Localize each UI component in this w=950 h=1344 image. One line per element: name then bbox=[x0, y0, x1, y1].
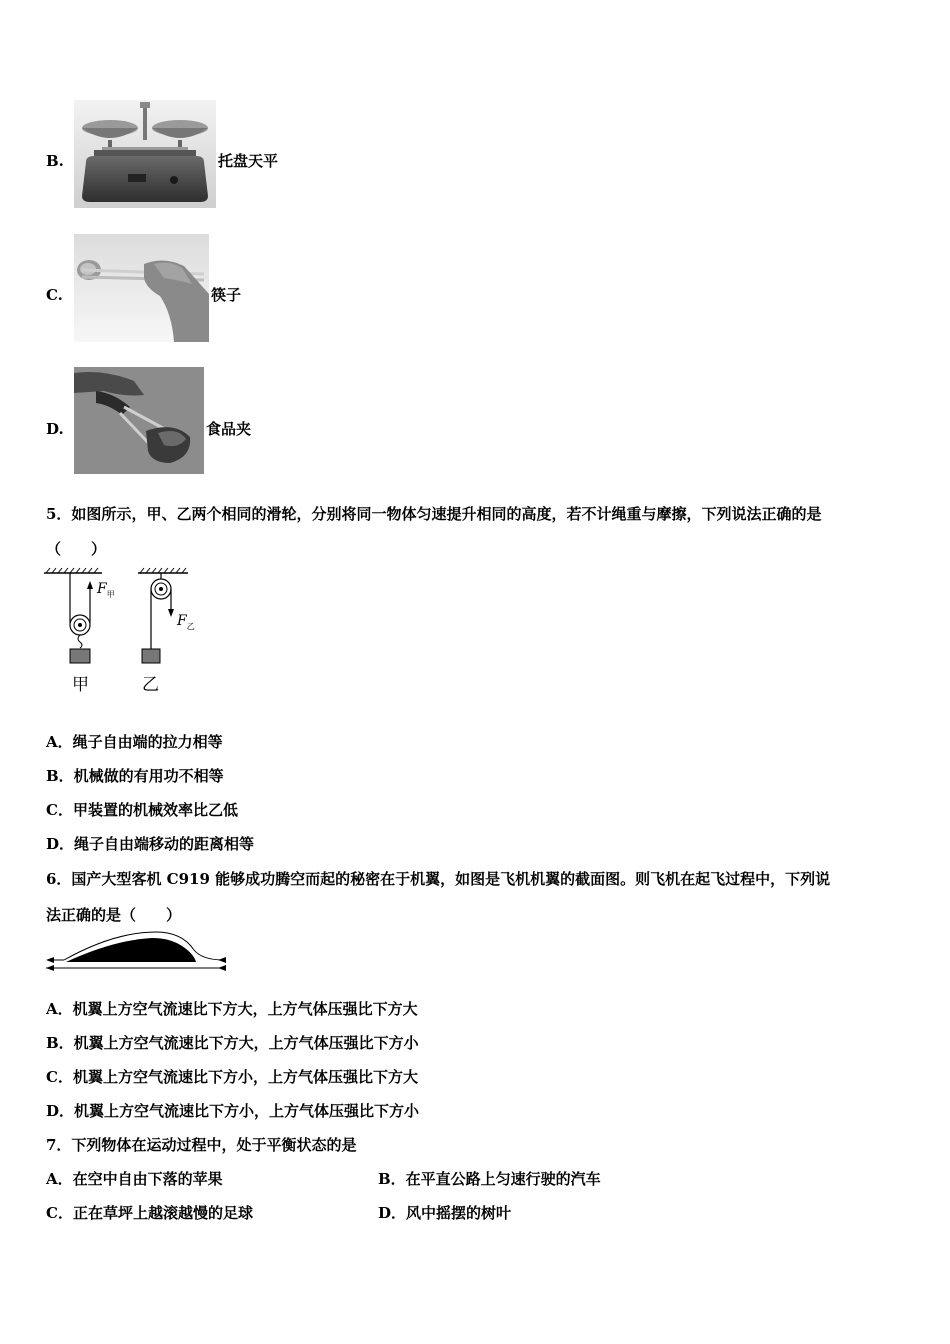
chopsticks-photo bbox=[74, 234, 209, 342]
wing-section-figure bbox=[44, 930, 228, 978]
option-d-label: 食品夹 bbox=[206, 420, 252, 438]
q5-option-a: A．绳子自由端的拉力相等 bbox=[46, 733, 223, 751]
q6-option-b: B．机翼上方空气流速比下方大，上方气体压强比下方小 bbox=[46, 1034, 419, 1052]
q6-option-c: C．机翼上方空气流速比下方小，上方气体压强比下方大 bbox=[46, 1068, 418, 1086]
option-b-label: 托盘天平 bbox=[218, 152, 279, 170]
force-yi-label: $F_乙$ bbox=[177, 613, 195, 631]
pulley-yi-caption: 乙 bbox=[142, 675, 159, 695]
food-tongs-photo bbox=[74, 367, 204, 474]
q6-option-d: D．机翼上方空气流速比下方小，上方气体压强比下方小 bbox=[46, 1102, 420, 1120]
balance-scale-photo bbox=[74, 100, 216, 208]
q7-option-d: D．风中摇摆的树叶 bbox=[378, 1204, 512, 1222]
q7-option-b: B．在平直公路上匀速行驶的汽车 bbox=[378, 1170, 601, 1188]
option-b-letter: B. bbox=[46, 152, 64, 170]
q6-stem-line2: 法正确的是（ ） bbox=[46, 906, 182, 924]
q6-stem-line1: 6．国产大型客机 C919 能够成功腾空而起的秘密在于机翼，如图是飞机机翼的截面图。则飞机在起飞过程中，下列说 bbox=[46, 870, 831, 888]
q5-stem-line1: 5．如图所示，甲、乙两个相同的滑轮，分别将同一物体匀速提升相同的高度，若不计绳重与摩擦，下列说法正确的是 bbox=[46, 505, 822, 523]
pulley-jia-caption: 甲 bbox=[72, 675, 89, 695]
q5-stem-line2: （ ） bbox=[46, 540, 107, 558]
q7-stem: 7．下列物体在运动过程中，处于平衡状态的是 bbox=[46, 1136, 357, 1154]
option-d-letter: D. bbox=[46, 420, 64, 438]
q5-option-c: C．甲装置的机械效率比乙低 bbox=[46, 801, 238, 819]
option-c-label: 筷子 bbox=[211, 286, 242, 304]
q7-option-c: C．正在草坪上越滚越慢的足球 bbox=[46, 1204, 253, 1222]
q5-option-d: D．绳子自由端移动的距离相等 bbox=[46, 835, 255, 853]
q7-option-a: A．在空中自由下落的苹果 bbox=[46, 1170, 223, 1188]
force-jia-label: $F_甲$ bbox=[97, 581, 115, 599]
q5-option-b: B．机械做的有用功不相等 bbox=[46, 767, 224, 785]
q6-option-a: A．机翼上方空气流速比下方大，上方气体压强比下方大 bbox=[46, 1000, 418, 1018]
pulley-figure bbox=[42, 565, 212, 695]
option-c-letter: C. bbox=[46, 286, 63, 304]
